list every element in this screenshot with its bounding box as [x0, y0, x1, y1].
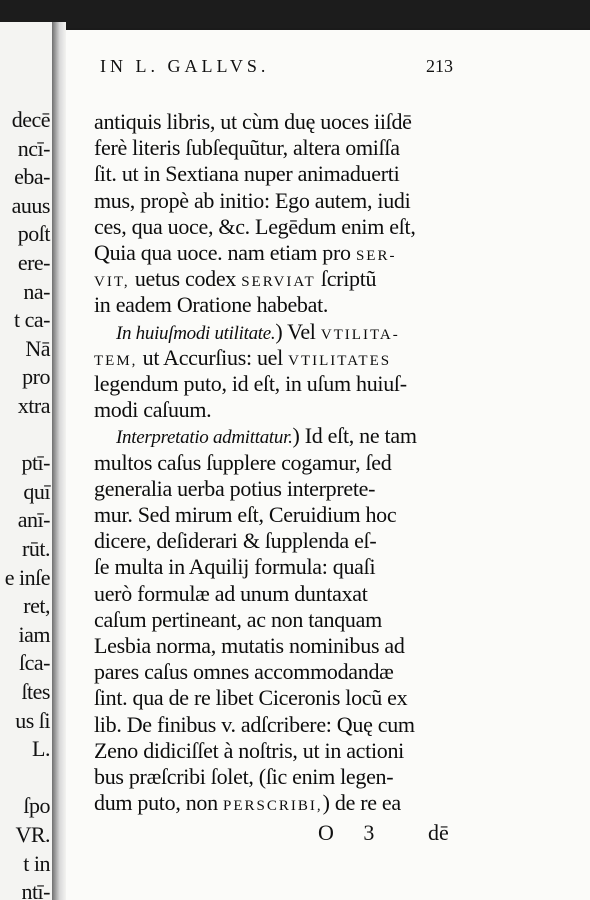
left-page-line: VR. [15, 822, 50, 847]
small-caps-text: VIT, [94, 274, 130, 291]
text-line [94, 686, 407, 710]
text-line [94, 372, 407, 396]
text-run: ut Accurſius: uel [137, 344, 289, 370]
text-run: Lesbia norma, mutatis nominibus ad [94, 633, 405, 658]
text-line [94, 215, 416, 239]
text-line [94, 582, 368, 606]
text-line [94, 529, 376, 553]
small-caps-text: VTILITA- [320, 326, 400, 343]
text-run: ces, qua uoce, &c. Legēdum enim eſt, [94, 213, 416, 239]
text-run: pares caſus omnes accommodandæ [94, 659, 394, 685]
text-run: mur. Sed mirum eſt, Ceruidium hoc [94, 502, 397, 527]
text-run: legendum puto, id eſt, in uſum huiuſ- [94, 371, 407, 396]
left-page-line: eba- [14, 164, 50, 190]
text-line [94, 189, 410, 213]
left-page-line: xtra [17, 393, 50, 418]
text-run: Zeno didiciſſet à noſtris, ut in actioni [94, 737, 404, 763]
text-run: ſit. ut in Sextiana nuper animaduerti [94, 161, 400, 187]
text-line [94, 608, 382, 632]
text-run: Quia qua uoce. nam etiam pro [94, 240, 356, 265]
text-run: lib. De finibus v. adſcribere: Quę cum [94, 711, 415, 737]
left-page-line: ſpo [23, 793, 50, 819]
text-run: ) Vel [275, 318, 321, 344]
text-line [94, 503, 396, 527]
text-run: ſcriptũ [315, 266, 377, 292]
text-line [94, 555, 375, 579]
text-line [94, 136, 400, 160]
left-page-line: iam [18, 621, 50, 647]
text-run: in eadem Oratione habebat. [94, 292, 329, 318]
text-run: generalia uerba potius interprete- [94, 475, 376, 501]
small-caps-text: VTILITATES [288, 352, 392, 369]
left-page-line: poſt [17, 221, 50, 247]
text-line [94, 451, 391, 475]
left-page-line: na- [23, 278, 50, 304]
text-line [94, 293, 328, 317]
text-line [94, 477, 375, 501]
text-line [94, 241, 396, 268]
left-page-line: ret, [23, 593, 50, 619]
text-line [94, 267, 376, 294]
left-page-line: anī- [17, 507, 50, 533]
text-run: dum puto, non [94, 790, 224, 816]
left-page-line: e inſe [4, 564, 50, 590]
left-page-line: t in [23, 850, 50, 876]
text-run: multos caſus ſupplere cogamur, ſed [94, 449, 392, 475]
left-page-line: ptī- [21, 450, 50, 476]
text-line [94, 398, 211, 422]
text-line [94, 162, 399, 186]
text-line [94, 634, 405, 658]
left-page-line: decē [11, 107, 50, 132]
text-run: mus, propè ab initio: Ego autem, iudi [94, 187, 411, 213]
small-caps-text: SER- [355, 248, 397, 264]
left-page-line: auus [11, 192, 50, 218]
text-line [94, 791, 401, 818]
text-line [94, 110, 412, 134]
running-head: IN L. GALLVS. [100, 56, 270, 76]
text-run: antiquis libris, ut cùm duę uoces iiſdē [94, 109, 412, 134]
text-run: ferè literis ſubſequũtur, altera omiſſa [94, 135, 400, 161]
left-page-line: pro [22, 364, 50, 390]
text-run: dicere, deſiderari & ſupplenda eſ- [94, 528, 377, 554]
text-run: ſe multa in Aquilij formula: quaſi [94, 554, 376, 580]
left-page-line: ntī- [21, 879, 50, 900]
text-run: ) de re ea [322, 790, 401, 816]
text-run: uetus codex [129, 266, 242, 292]
left-page-edge [0, 22, 54, 900]
text-run: ſint. qua de re libet Ciceronis locũ ex [94, 685, 408, 711]
left-page-line: ere- [17, 250, 50, 275]
left-page-line: us ſi [15, 707, 50, 733]
small-caps-text: PERSCRIBI, [223, 798, 323, 815]
left-page-line: ncī- [17, 135, 50, 161]
text-line [116, 424, 417, 450]
top-margin-bar [0, 0, 590, 28]
text-line [94, 346, 391, 373]
text-line [94, 713, 415, 737]
text-line [116, 320, 400, 347]
text-run: modi caſuum. [94, 397, 212, 423]
lemma-text: Interpretatio admittatur. [116, 427, 293, 449]
left-page-line: Nā [25, 335, 50, 361]
text-line [94, 660, 394, 684]
text-run: bus præſcribi ſolet, (ſic enim legen- [94, 764, 394, 789]
text-line [94, 739, 404, 763]
text-run: ) Id eſt, ne tam [292, 423, 417, 449]
lemma-text: In huiuſmodi utilitate. [116, 322, 276, 344]
signature-mark: O 3 [318, 820, 387, 845]
text-line [94, 765, 393, 789]
catchword: dē [428, 820, 449, 845]
left-page-line: rūt. [22, 536, 50, 561]
left-page-line: t ca- [14, 307, 50, 333]
text-run: caſum pertineant, ac non tanquam [94, 606, 382, 632]
left-page-line: ſca- [19, 650, 50, 676]
text-run: uerò formulæ ad unum duntaxat [94, 580, 368, 606]
small-caps-text: SERVIAT [241, 274, 316, 291]
left-page-line: ſtes [21, 679, 50, 704]
book-gutter [52, 22, 66, 900]
left-page-line: quī [23, 478, 50, 504]
left-page-line: L. [32, 736, 50, 762]
small-caps-text: TEM, [94, 352, 138, 369]
page-number: 213 [426, 56, 453, 76]
